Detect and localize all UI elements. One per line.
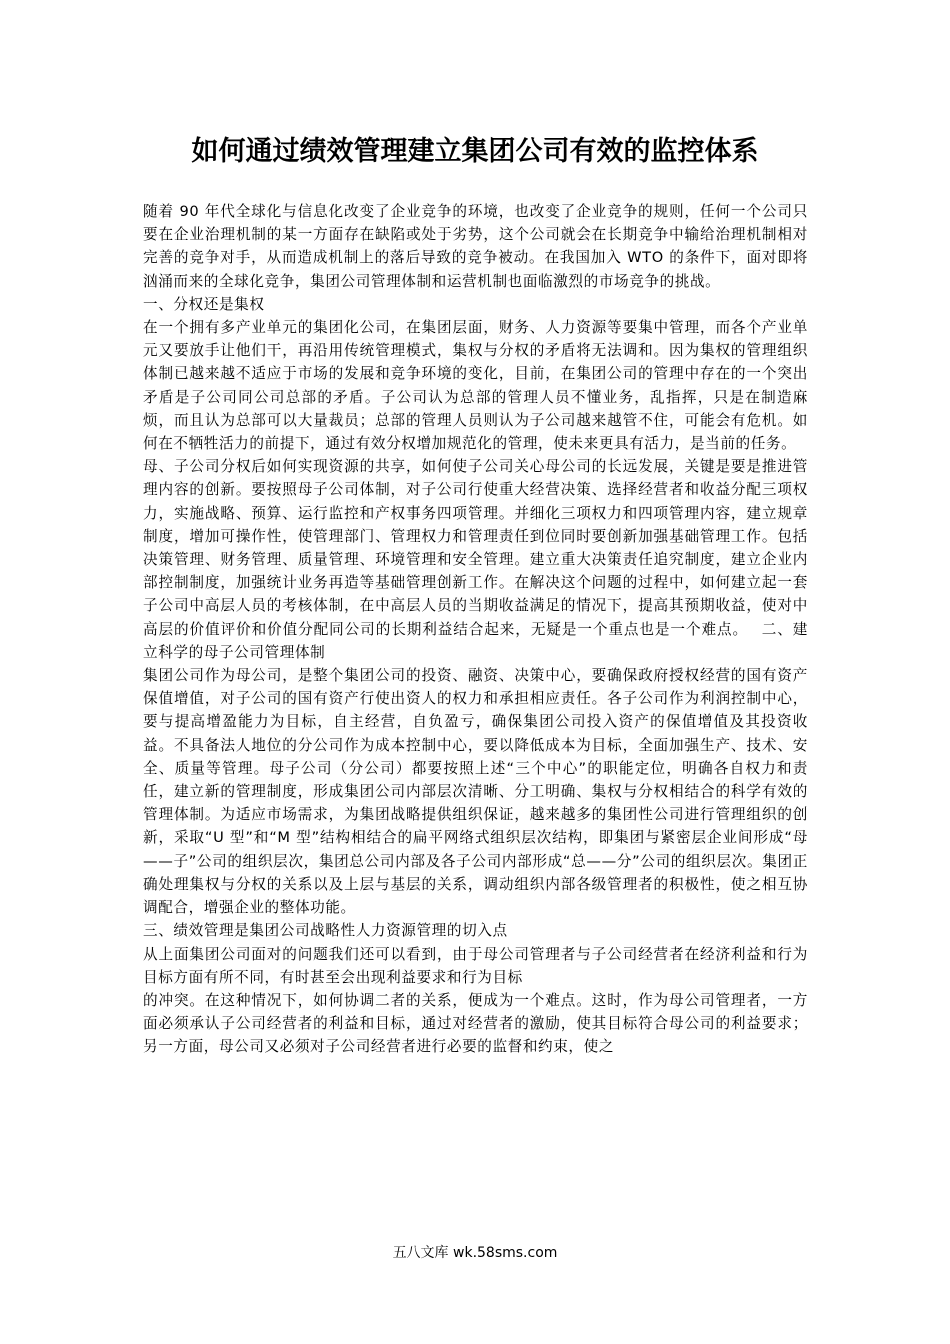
document-title: 如何通过绩效管理建立集团公司有效的监控体系 — [191, 136, 759, 167]
intro-paragraph: 随着 90 年代全球化与信息化改变了企业竞争的环境，也改变了企业竞争的规则，任何一个公司只要在企业治理机制的某一方面存在缺陷或处于劣势，这个公司就会在长期竞争中输给治理机制相对完善的竞争对手，从而造成机制上的落后导致的竞争被动。在我国加入 WTO 的条件下，面对即将汹涌而来的全球化竞争，集团公司管理体制和运营机制也面临激烈的市场竞争的挑战。 — [143, 203, 808, 290]
section-1-paragraph-1: 在一个拥有多产业单元的集团化公司，在集团层面，财务、人力资源等要集中管理，而各个产业单元又要放手让他们干，再沿用传统管理模式，集权与分权的矛盾将无法调和。因为集权的管理组织体制已越来越不适应于市场的发展和竞争环境的变化，目前，在集团公司的管理中存在的一个突出矛盾是子公司同公司总部的矛盾。子公司认为总部的管理人员不懂业务，乱指挥，只是在制造麻烦，而且认为总部可以大量裁员；总部的管理人员则认为子公司越来越管不住，可能会有危机。如何在不牺牲活力的前提下，通过有效分权增加规范化的管理，使未来更具有活力，是当前的任务。 — [143, 319, 808, 453]
section-3-paragraph-1: 从上面集团公司面对的问题我们还可以看到，由于母公司管理者与子公司经营者在经济利益和行为目标方面有所不同，有时甚至会出现利益要求和行为目标 — [143, 945, 808, 986]
section-3-paragraph-2: 的冲突。在这种情况下，如何协调二者的关系，便成为一个难点。这时，作为母公司管理者，一方面必须承认子公司经营者的利益和目标，通过对经营者的激励，使其目标符合母公司的利益要求；另一方面，母公司又必须对子公司经营者进行必要的监督和约束，使之 — [143, 991, 808, 1056]
section-heading-1: 一、分权还是集权 — [143, 295, 265, 313]
page-footer: 五八文库 wk.58sms.com — [392, 1245, 558, 1261]
document-body — [143, 200, 808, 1059]
section-2-paragraph: 集团公司作为母公司，是整个集团公司的投资、融资、决策中心，要确保政府授权经营的国有资产保值增值，对子公司的国有资产行使出资人的权力和承担相应责任。各子公司作为利润控制中心，要与提高增盈能力为目标，自主经营，自负盈亏，确保集团公司投入资产的保值增值及其投资收益。不具备法人地位的分公司作为成本控制中心，要以降低成本为目标，全面加强生产、技术、安全、质量等管理。母子公司（分公司）都要按照上述“三个中心”的职能定位，明确各自权力和责任，建立新的管理制度，形成集团公司内部层次清晰、分工明确、集权与分权相结合的科学有效的管理体制。为适应市场需求，为集团战略提供组织保证，越来越多的集团性公司进行管理组织的创新，采取“U 型”和“M 型”结构相结合的扁平网络式组织层次结构，即集团与紧密层企业间形成“母——子”公司的组织层次，集团总公司内部及各子公司内部形成“总——分”公司的组织层次。集团正确处理集权与分权的关系以及上层与基层的关系，调动组织内部各级管理者的积极性，使之相互协调配合，增强企业的整体功能。 — [143, 667, 808, 917]
section-1-paragraph-2: 母、子公司分权后如何实现资源的共享，如何使子公司关心母公司的长远发展，关键是要是推进管理内容的创新。要按照母子公司体制，对子公司行使重大经营决策、选择经营者和收益分配三项权力，实施战略、预算、运行监控和产权事务四项管理。并细化三项权力和四项管理内容，建立规章制度，增加可操作性，使管理部门、管理权力和管理责任到位同时要创新加强基础管理工作。包括决策管理、财务管理、质量管理、环境管理和安全管理。建立重大决策责任追究制度，建立企业内部控制制度，加强统计业务再造等基础管理创新工作。在解决这个问题的过程中，如何建立起一套子公司中高层人员的考核体制，在中高层人员的当期收益满足的情况下，提高其预期收益，使对中高层的价值评价和价值分配同公司的长期利益结合起来，无疑是一个重点也是一个难点。 二、建立科学的母子公司管理体制 — [143, 458, 808, 661]
section-heading-3: 三、绩效管理是集团公司战略性人力资源管理的切入点 — [143, 922, 508, 940]
